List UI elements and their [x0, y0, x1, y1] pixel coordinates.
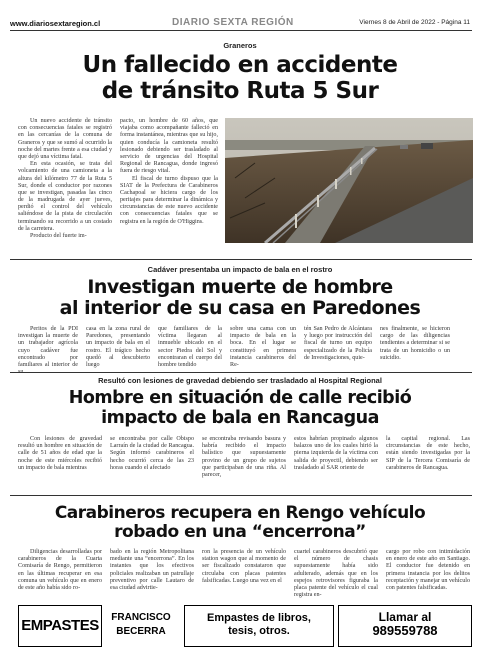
- date-page-label: Viernes 8 de Abril de 2022 - Página 11: [359, 19, 470, 26]
- ad-name-box: [104, 605, 178, 645]
- article2-col6: [380, 326, 450, 362]
- article3-paragraph: se encontraba por calle Obispo Larraín de la ciudad de Rancagua. Según informó carabineros el hecho ocurrió cerca de las 23 horas cuando el afectado: [110, 436, 194, 471]
- newspaper-brand: DIARIO SEXTA REGIÓN: [172, 17, 294, 28]
- article2-paragraph: sobre una cama con un impacto de bala en la boca. En el lugar se constituyó en primera instancia carabineros del Re-: [230, 326, 296, 368]
- article4-paragraph: cargo por robo con intimidación en enero de este año en Santiago. El conductor fue detenido en primera instancia por los delitos receptación y manejar un vehículo con patentes falsificadas.: [386, 549, 470, 591]
- ad-phone-box: [338, 605, 472, 647]
- ad-name-line1: FRANCISCO: [111, 612, 171, 623]
- ad-name-line2: BECERRA: [116, 626, 166, 637]
- article1-headline: [0, 53, 480, 105]
- article1-headline-line2: de tránsito Ruta 5 Sur: [101, 77, 379, 104]
- article2-col5: [304, 326, 372, 362]
- article3-kicker: Resultó con lesiones de gravedad debiendo ser trasladado al Hospital Regional: [98, 376, 382, 385]
- article2-col4: [230, 326, 296, 369]
- article2-col2: [86, 326, 150, 369]
- site-url[interactable]: www.diariosextaregion.cl: [10, 19, 101, 28]
- article1-paragraph: El fiscal de turno dispuso que la SIAT de la Prefectura de Carabineros Cachapoal se hiciera cargo de los peritajes para determinar la dinámica y circunstancias de este nuevo accidente con consecuencias fatales que se registra en la región de O'Higgins.: [120, 175, 218, 225]
- ad-call-label: Llamar al: [378, 610, 432, 624]
- article3-col5: [386, 436, 470, 472]
- article2-col3: [158, 326, 222, 369]
- article3-headline: [0, 389, 480, 428]
- article3-col1: [18, 436, 102, 472]
- article1-kicker: Graneros: [223, 41, 257, 50]
- article2-paragraph: Peritos de la PDI investigan la muerte de un trabajador agrícola cuyo cadáver fue encontrado por familiares al interior de: [18, 326, 78, 368]
- article3-col3: [202, 436, 286, 479]
- highway-scene-icon: [225, 118, 473, 243]
- article2-paragraph: casa en la zona rural de Paredones, presentando un impacto de bala en el rostro. El trágico hecho quedó al descubierto luego: [86, 326, 150, 368]
- article1-paragraph: Producto del fuerte im-: [30, 233, 87, 239]
- article3-paragraph: la capital regional. Las circunstancias de este hecho, están siendo investigadas por la SIP de la Tercera Comisaría de carabineros de Rancagua.: [386, 436, 470, 471]
- article1-col2: [120, 118, 218, 226]
- article4-headline-line1: Carabineros recupera en Rengo vehículo: [54, 503, 426, 523]
- article3-paragraph: se encontraba revisando basura y habría recibido el impacto balístico que supuestamente provino de un grupo de sujetos que participaban de una riña. Al parecer,: [202, 436, 286, 478]
- article3-headline-line2: impacto de bala en Rancagua: [101, 407, 379, 428]
- article4-headline: [0, 504, 480, 542]
- article1-headline-line1: Un fallecido en accidente: [82, 52, 398, 78]
- article4-paragraph: bado en la región Metropolitana mediante una “encerrona”. En los instantes que los efectivos policiales realizaban un patrullaje preventivo por calle Lautaro de esa ciudad advirtie-: [110, 549, 194, 591]
- article4-col5: [386, 549, 470, 592]
- article1-paragraph: Un nuevo accidente de tránsito con consecuencias fatales se registró en las cercanías de la comuna de Graneros y que se sumó al ocurrido la noche del martes frente a esa ciudad y que dejó una víctima fatal.: [18, 118, 112, 160]
- article1-paragraph: En esta ocasión, se trata del volcamiento de una camioneta a la altura del kilómetro 77 de la Ruta 5 Sur, donde el conductor por razones que se investigan, pasadas las cinco de la madrugada de ayer jueves, perdió el control del vehículo saliéndose de la pista de circulación terminando su recorrido a un costado de la carretera.: [18, 161, 112, 232]
- article2-kicker: Cadáver presentaba un impacto de bala en el rostro: [147, 265, 333, 274]
- section-rule: [10, 259, 472, 260]
- section-rule: [10, 495, 472, 496]
- article2-headline-line2: al interior de su casa en Paredones: [59, 297, 421, 320]
- ad-phone[interactable]: 989559788: [372, 623, 438, 638]
- ad-brand: EMPASTES: [21, 617, 99, 634]
- article4-col2: [110, 549, 194, 592]
- article4-paragraph: Diligencias desarrolladas por carabineros de la Cuarta Comisaría de Rengo, permitieron en las últimas recuperar en esa comuna un vehículo que en enero de este año había sido ro-: [18, 549, 102, 591]
- ad-service-line1: Empastes de libros,: [207, 612, 311, 624]
- article4-col1: [18, 549, 102, 592]
- article2-paragraph: nes finalmente, se hicieron cargo de las diligencias tendientes a determinar si se trata de un homicidio o un suicidio.: [380, 326, 450, 361]
- article3-paragraph: Con lesiones de gravedad resultó un hombre en situación de calle de 51 años de edad que la noche de este miércoles recibió un impacto de bala mientras: [18, 436, 102, 471]
- article1-col1: [18, 118, 112, 240]
- article4-paragraph: cuartel carabineros descubrió que el número de chasis supuestamente había sido adulterado, además que en los espejos retrovisores figuraba la placa patente del vehículo el cual registra en-: [294, 549, 378, 599]
- article3-col2: [110, 436, 194, 472]
- header-rule: [10, 30, 472, 31]
- ad-name: [104, 605, 178, 639]
- section-rule: [10, 372, 472, 373]
- ad-service-box: [184, 605, 334, 647]
- article4-headline-line2: robado en una “encerrona”: [114, 522, 366, 543]
- article2-paragraph: tén San Pedro de Alcántara y luego por instrucción del fiscal de turno un equipo especializado de la Policía de Investigaciones, quie-: [304, 326, 372, 361]
- ad-service: [185, 606, 333, 638]
- article2-headline: [0, 277, 480, 320]
- article3-headline-line1: Hombre en situación de calle recibió: [68, 388, 412, 408]
- article2-headline-line1: Investigan muerte de hombre: [87, 276, 393, 298]
- accident-photo: [225, 118, 473, 243]
- article4-paragraph: ron la presencia de un vehículo station wagon que al momento de ser fiscalizado constataron que circulaba con placas patentes falsificadas. Luego una vez en el: [202, 549, 286, 584]
- article2-paragraph: que familiares de la víctima llegaran al inmueble ubicado en el sector Piedra del Sol y encontraran el cuerpo del hombre tendido: [158, 326, 222, 368]
- article3-paragraph: estos habrían propinado algunos balazos uno de los cuales hirió la pierna izquierda de la víctima con salida de proyectil, debiendo ser trasladado al SAR oriente de: [294, 436, 378, 471]
- ad-brand-box: [18, 605, 102, 647]
- article2-col1: [18, 326, 78, 376]
- article4-col3: [202, 549, 286, 585]
- ad-call: [339, 606, 471, 638]
- article4-col4: [294, 549, 378, 599]
- ad-service-line2: tesis, otros.: [228, 625, 290, 637]
- article1-paragraph: pacto, un hombre de 60 años, que viajaba como acompañante falleció en forma instantánea, mientras que su hijo, quien conducía la camioneta resultó lesionado debiendo ser trasladado al servicio de urgencias del Hospital Regional de Rancagua, donde ingresó fuera de riesgo vital.: [120, 118, 218, 175]
- article3-col4: [294, 436, 378, 472]
